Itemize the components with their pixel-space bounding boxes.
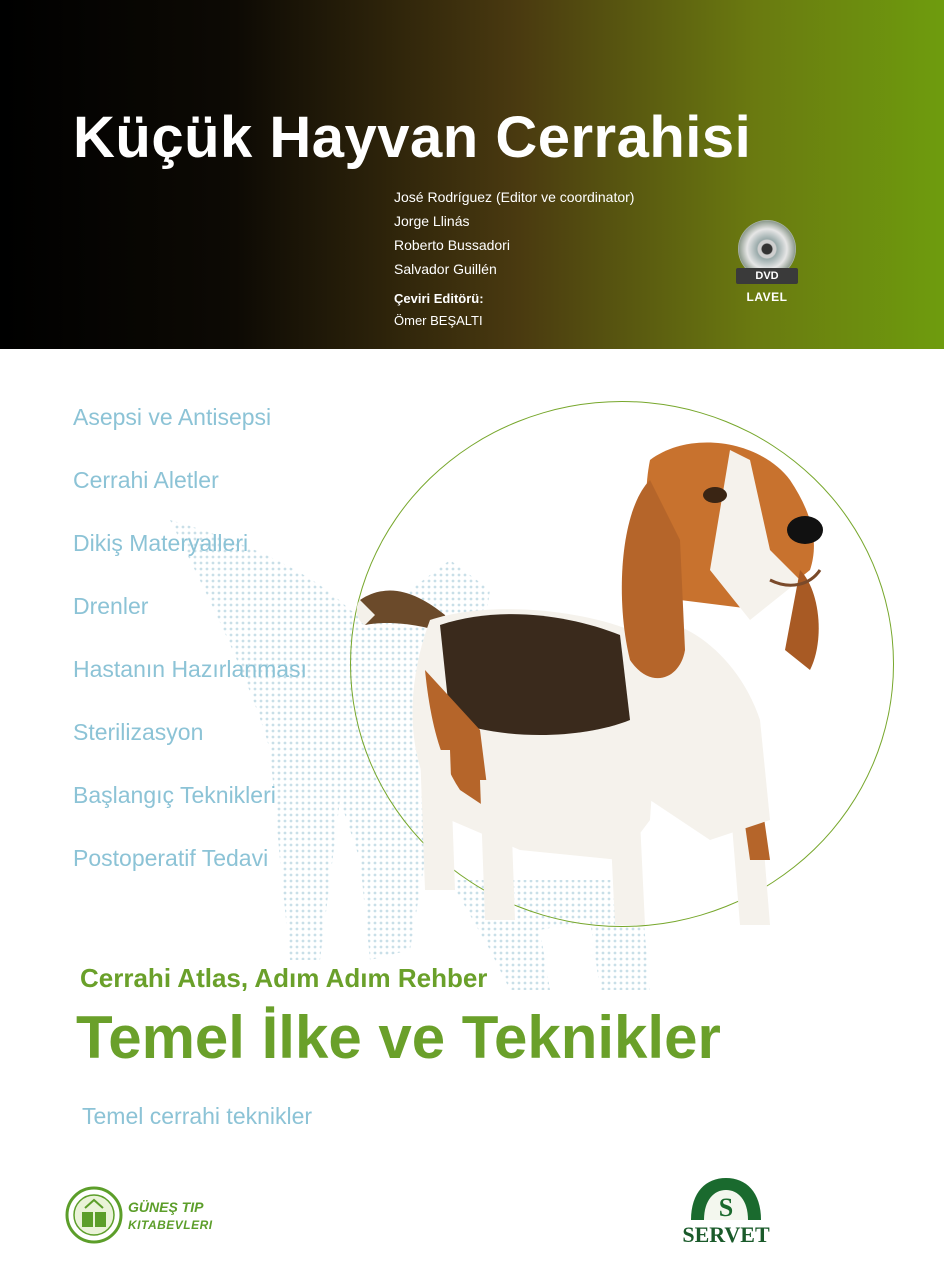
volume-title: Temel İlke ve Teknikler xyxy=(76,1004,721,1071)
dvd-icon xyxy=(736,220,800,310)
translator-label: Çeviri Editörü: xyxy=(394,291,484,306)
topic-item: Dikiş Materyalleri xyxy=(73,530,249,556)
topic-item: Postoperatif Tedavi xyxy=(73,845,269,871)
author-list xyxy=(394,185,634,281)
topic-item: Cerrahi Aletler xyxy=(73,467,219,493)
dvd-label: DVD xyxy=(736,268,798,284)
topic-item: Drenler xyxy=(73,593,149,619)
svg-text:S: S xyxy=(718,1193,734,1222)
gunes-tip-name: GÜNEŞ TIP xyxy=(128,1199,204,1215)
topic-item: Asepsi ve Antisepsi xyxy=(73,404,272,430)
servet-name: SERVET xyxy=(682,1222,770,1247)
book-subtitle: Cerrahi Atlas, Adım Adım Rehber xyxy=(80,963,488,993)
cover-header xyxy=(0,0,944,349)
topic-item: Hastanın Hazırlanması xyxy=(73,656,307,682)
beagle-illustration xyxy=(330,420,850,940)
book-title: Küçük Hayvan Cerrahisi xyxy=(73,105,752,170)
gunes-tip-logo xyxy=(65,1186,123,1244)
author-item: José Rodríguez (Editor ve coordinator) xyxy=(394,189,635,205)
author-item: Salvador Guillén xyxy=(394,261,497,277)
author-item: Jorge Llinás xyxy=(394,213,470,229)
topic-item: Sterilizasyon xyxy=(73,719,204,745)
author-item: Roberto Bussadori xyxy=(394,237,510,253)
gunes-tip-sub: KITABEVLERI xyxy=(128,1218,213,1232)
dvd-brand: LAVEL xyxy=(746,290,788,304)
volume-caption: Temel cerrahi teknikler xyxy=(82,1103,313,1129)
translator-name: Ömer BEŞALTI xyxy=(394,313,483,328)
topic-item: Başlangıç Teknikleri xyxy=(73,782,276,808)
